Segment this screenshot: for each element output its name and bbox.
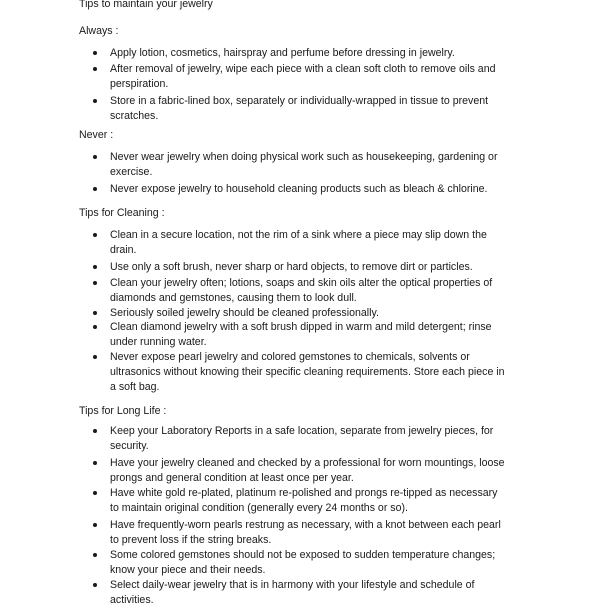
list-item-text: ultrasonics without knowing their specific cleaning requirements. Store each piece in <box>110 366 505 378</box>
bullet-icon <box>93 233 97 237</box>
section-heading: Tips for Cleaning : <box>79 207 165 219</box>
list-item-text: Seriously soiled jewelry should be cleaned professionally. <box>110 307 379 319</box>
list-item-text: Select daily-wear jewelry that is in harmony with your lifestyle and schedule of <box>110 579 475 591</box>
list-item-text: Use only a soft brush, never sharp or hard objects, to remove dirt or particles. <box>110 261 473 273</box>
bullet-icon <box>93 265 97 269</box>
list-item-text: Some colored gemstones should not be exposed to sudden temperature changes; <box>110 549 496 561</box>
list-item-text: Apply lotion, cosmetics, hairspray and perfume before dressing in jewelry. <box>110 47 455 59</box>
list-item-text: Keep your Laboratory Reports in a safe location, separate from jewelry pieces, for <box>110 425 494 437</box>
bullet-icon <box>93 523 97 527</box>
list-item-text: exercise. <box>110 166 153 178</box>
bullet-icon <box>93 51 97 55</box>
list-item-text: Have your jewelry cleaned and checked by a professional for worn mountings, loose <box>110 457 505 469</box>
list-item-text: scratches. <box>110 110 159 122</box>
list-item-text: a soft bag. <box>110 381 160 393</box>
list-item-text: perspiration. <box>110 78 169 90</box>
list-item-text: After removal of jewelry, wipe each piece with a clean soft cloth to remove oils and <box>110 63 496 75</box>
list-item-text: know your piece and their needs. <box>110 564 266 576</box>
list-item-text: Have frequently-worn pearls restrung as necessary, with a knot between each pearl <box>110 519 501 531</box>
bullet-icon <box>93 461 97 465</box>
bullet-icon <box>93 67 97 71</box>
bullet-icon <box>93 99 97 103</box>
bullet-icon <box>93 281 97 285</box>
bullet-icon <box>93 553 97 557</box>
bullet-icon <box>93 325 97 329</box>
list-item-text: Never expose pearl jewelry and colored gemstones to chemicals, solvents or <box>110 351 470 363</box>
list-item-text: drain. <box>110 244 137 256</box>
section-heading: Always : <box>79 25 119 37</box>
list-item-text: under running water. <box>110 336 207 348</box>
list-item-text: diamonds and gemstones, causing them to look dull. <box>110 292 357 304</box>
bullet-icon <box>93 491 97 495</box>
list-item-text: Store in a fabric-lined box, separately or individually-wrapped in tissue to prevent <box>110 95 489 107</box>
list-item-text: Never expose jewelry to household cleaning products such as bleach & chlorine. <box>110 183 488 195</box>
section-heading: Tips for Long Life : <box>79 405 167 417</box>
bullet-icon <box>93 187 97 191</box>
bullet-icon <box>93 583 97 587</box>
list-item-text: Clean your jewelry often; lotions, soaps and skin oils alter the optical properties of <box>110 277 493 289</box>
list-item-text: security. <box>110 440 149 452</box>
bullet-icon <box>93 429 97 433</box>
list-item-text: Clean diamond jewelry with a soft brush dipped in warm and mild detergent; rinse <box>110 321 492 333</box>
list-item-text: to prevent loss if the string breaks. <box>110 534 272 546</box>
bullet-icon <box>93 155 97 159</box>
page-title: Tips to maintain your jewelry <box>79 0 213 10</box>
list-item-text: prongs and general condition at least once per year. <box>110 472 354 484</box>
list-item-text: activities. <box>110 594 154 606</box>
section-heading: Never : <box>79 129 114 141</box>
list-item-text: to maintain original condition (generally every 24 months or so). <box>110 502 408 514</box>
bullet-icon <box>93 311 97 315</box>
list-item-text: Clean in a secure location, not the rim of a sink where a piece may slip down the <box>110 229 487 241</box>
bullet-icon <box>93 355 97 359</box>
list-item-text: Never wear jewelry when doing physical work such as housekeeping, gardening or <box>110 151 498 163</box>
list-item-text: Have white gold re-plated, platinum re-polished and prongs re-tipped as necessary <box>110 487 498 499</box>
